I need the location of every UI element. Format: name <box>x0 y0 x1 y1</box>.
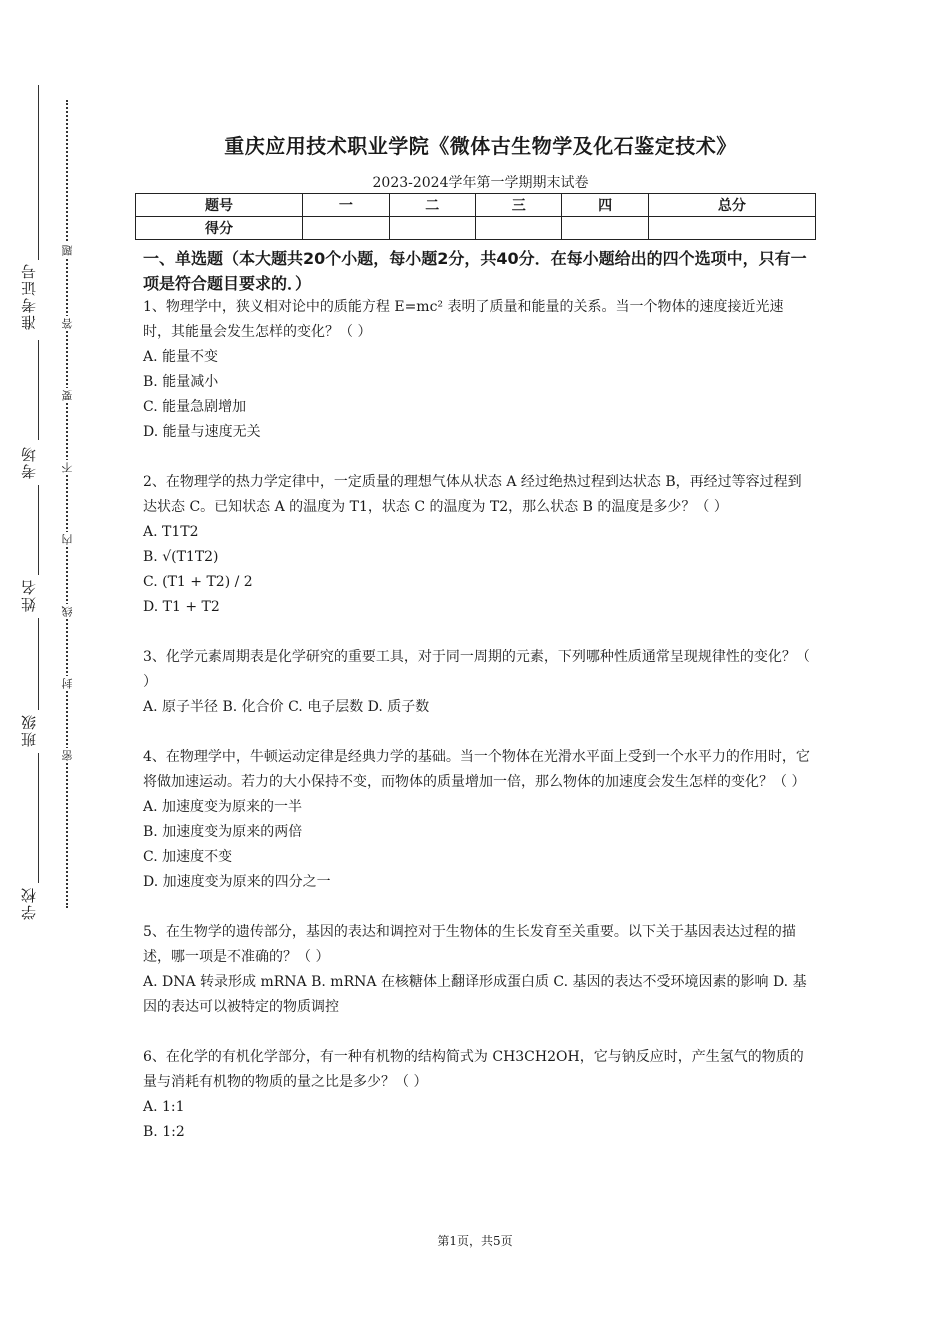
binding-line <box>38 753 39 883</box>
score-cell: 二 <box>389 194 475 217</box>
score-cell: 三 <box>475 194 561 217</box>
exam-subtitle: 2023-2024学年第一学期期末试卷 <box>372 175 589 191</box>
binding-label-exam-room: 考场 <box>20 445 38 479</box>
question-option: A. 能量不变 <box>143 349 219 365</box>
seal-char: 不 <box>61 462 74 473</box>
question <box>143 645 811 720</box>
score-input-cell <box>389 217 475 240</box>
score-cell: 一 <box>303 194 389 217</box>
question-options-inline: A. 原子半径 B. 化合价 C. 电子层数 D. 质子数 <box>143 699 430 715</box>
binding-line <box>38 618 39 710</box>
binding-label-class: 班级 <box>20 713 38 747</box>
binding-margin <box>0 0 80 1344</box>
question-stem: 3、化学元素周期表是化学研究的重要工具，对于同一周期的元素，下列哪种性质通常呈现规律性的变化？（ ） <box>143 649 810 690</box>
score-cell: 题号 <box>136 194 303 217</box>
score-table-header-row <box>136 194 816 217</box>
question-option: A. 加速度变为原来的一半 <box>143 799 303 815</box>
score-cell: 得分 <box>136 217 303 240</box>
score-input-cell <box>475 217 561 240</box>
seal-char: 内 <box>61 534 74 545</box>
question-option: C. (T1 + T2) / 2 <box>143 574 253 590</box>
question <box>143 920 811 1020</box>
question-option: B. 1:2 <box>143 1124 185 1140</box>
section-heading: 一、单选题（本大题共20个小题，每小题2分，共40分．在每小题给出的四个选项中，只有一项是符合题目要求的．） <box>143 249 807 293</box>
question-stem: 2、在物理学的热力学定律中，一定质量的理想气体从状态 A 经过绝热过程到达状态 B，再经过等容过程到达状态 C。已知状态 A 的温度为 T1，状态 C 的温度为 T2，那么状态 B 的温度是多少？（ ） <box>143 474 802 515</box>
question-option: B. √(T1T2) <box>143 549 219 565</box>
question-list <box>143 295 811 1170</box>
question-option: C. 能量急剧增加 <box>143 399 247 415</box>
seal-char: 线 <box>61 606 74 617</box>
page-footer: 第1页，共5页 <box>437 1234 513 1248</box>
binding-line <box>38 340 39 440</box>
question-option: D. 能量与速度无关 <box>143 424 261 440</box>
question-stem: 6、在化学的有机化学部分，有一种有机物的结构简式为 CH3CH2OH，它与钠反应时，产生氢气的物质的量与消耗有机物的物质的量之比是多少？（ ） <box>143 1049 804 1090</box>
question-option: C. 加速度不变 <box>143 849 233 865</box>
score-cell: 总分 <box>648 194 815 217</box>
question-stem: 1、物理学中，狭义相对论中的质能方程 E=mc² 表明了质量和能量的关系。当一个物体的速度接近光速时，其能量会发生怎样的变化？（ ） <box>143 299 784 340</box>
score-input-cell <box>562 217 648 240</box>
binding-line <box>38 485 39 575</box>
score-table-score-row <box>136 217 816 240</box>
seal-char: 封 <box>61 678 74 689</box>
question <box>143 745 811 895</box>
seal-char: 答 <box>61 318 74 329</box>
binding-label-name: 姓名 <box>20 578 38 612</box>
score-table <box>135 193 816 240</box>
score-cell: 四 <box>562 194 648 217</box>
binding-label-school: 学校 <box>20 886 38 920</box>
question-stem: 4、在物理学中，牛顿运动定律是经典力学的基础。当一个物体在光滑水平面上受到一个水平力的作用时，它将做加速运动。若力的大小保持不变，而物体的质量增加一倍，那么物体的加速度会发生怎样的变化？（ ） <box>143 749 810 790</box>
question <box>143 1045 811 1145</box>
question-stem: 5、在生物学的遗传部分，基因的表达和调控对于生物体的生长发育至关重要。以下关于基因表达过程的描述，哪一项是不准确的？（ ） <box>143 924 796 965</box>
score-input-cell <box>303 217 389 240</box>
question-option: A. 1:1 <box>143 1099 185 1115</box>
question <box>143 470 811 620</box>
seal-char: 密 <box>61 750 74 761</box>
seal-dotted-line <box>66 100 68 908</box>
binding-line-top <box>38 85 39 260</box>
question-option: D. 加速度变为原来的四分之一 <box>143 874 331 890</box>
question-option: B. 加速度变为原来的两倍 <box>143 824 303 840</box>
question-option: B. 能量减小 <box>143 374 219 390</box>
seal-char: 题 <box>61 245 74 256</box>
question-option: D. T1 + T2 <box>143 599 220 615</box>
question <box>143 295 811 445</box>
exam-title: 重庆应用技术职业学院《微体古生物学及化石鉴定技术》 <box>224 134 737 158</box>
score-input-cell <box>648 217 815 240</box>
seal-char: 要 <box>61 390 74 401</box>
question-option: A. T1T2 <box>143 524 199 540</box>
question-options-inline: A. DNA 转录形成 mRNA B. mRNA 在核糖体上翻译形成蛋白质 C. 基因的表达不受环境因素的影响 D. 基因的表达可以被特定的物质调控 <box>143 974 807 1015</box>
binding-label-exam-number: 准考证号 <box>20 262 38 330</box>
